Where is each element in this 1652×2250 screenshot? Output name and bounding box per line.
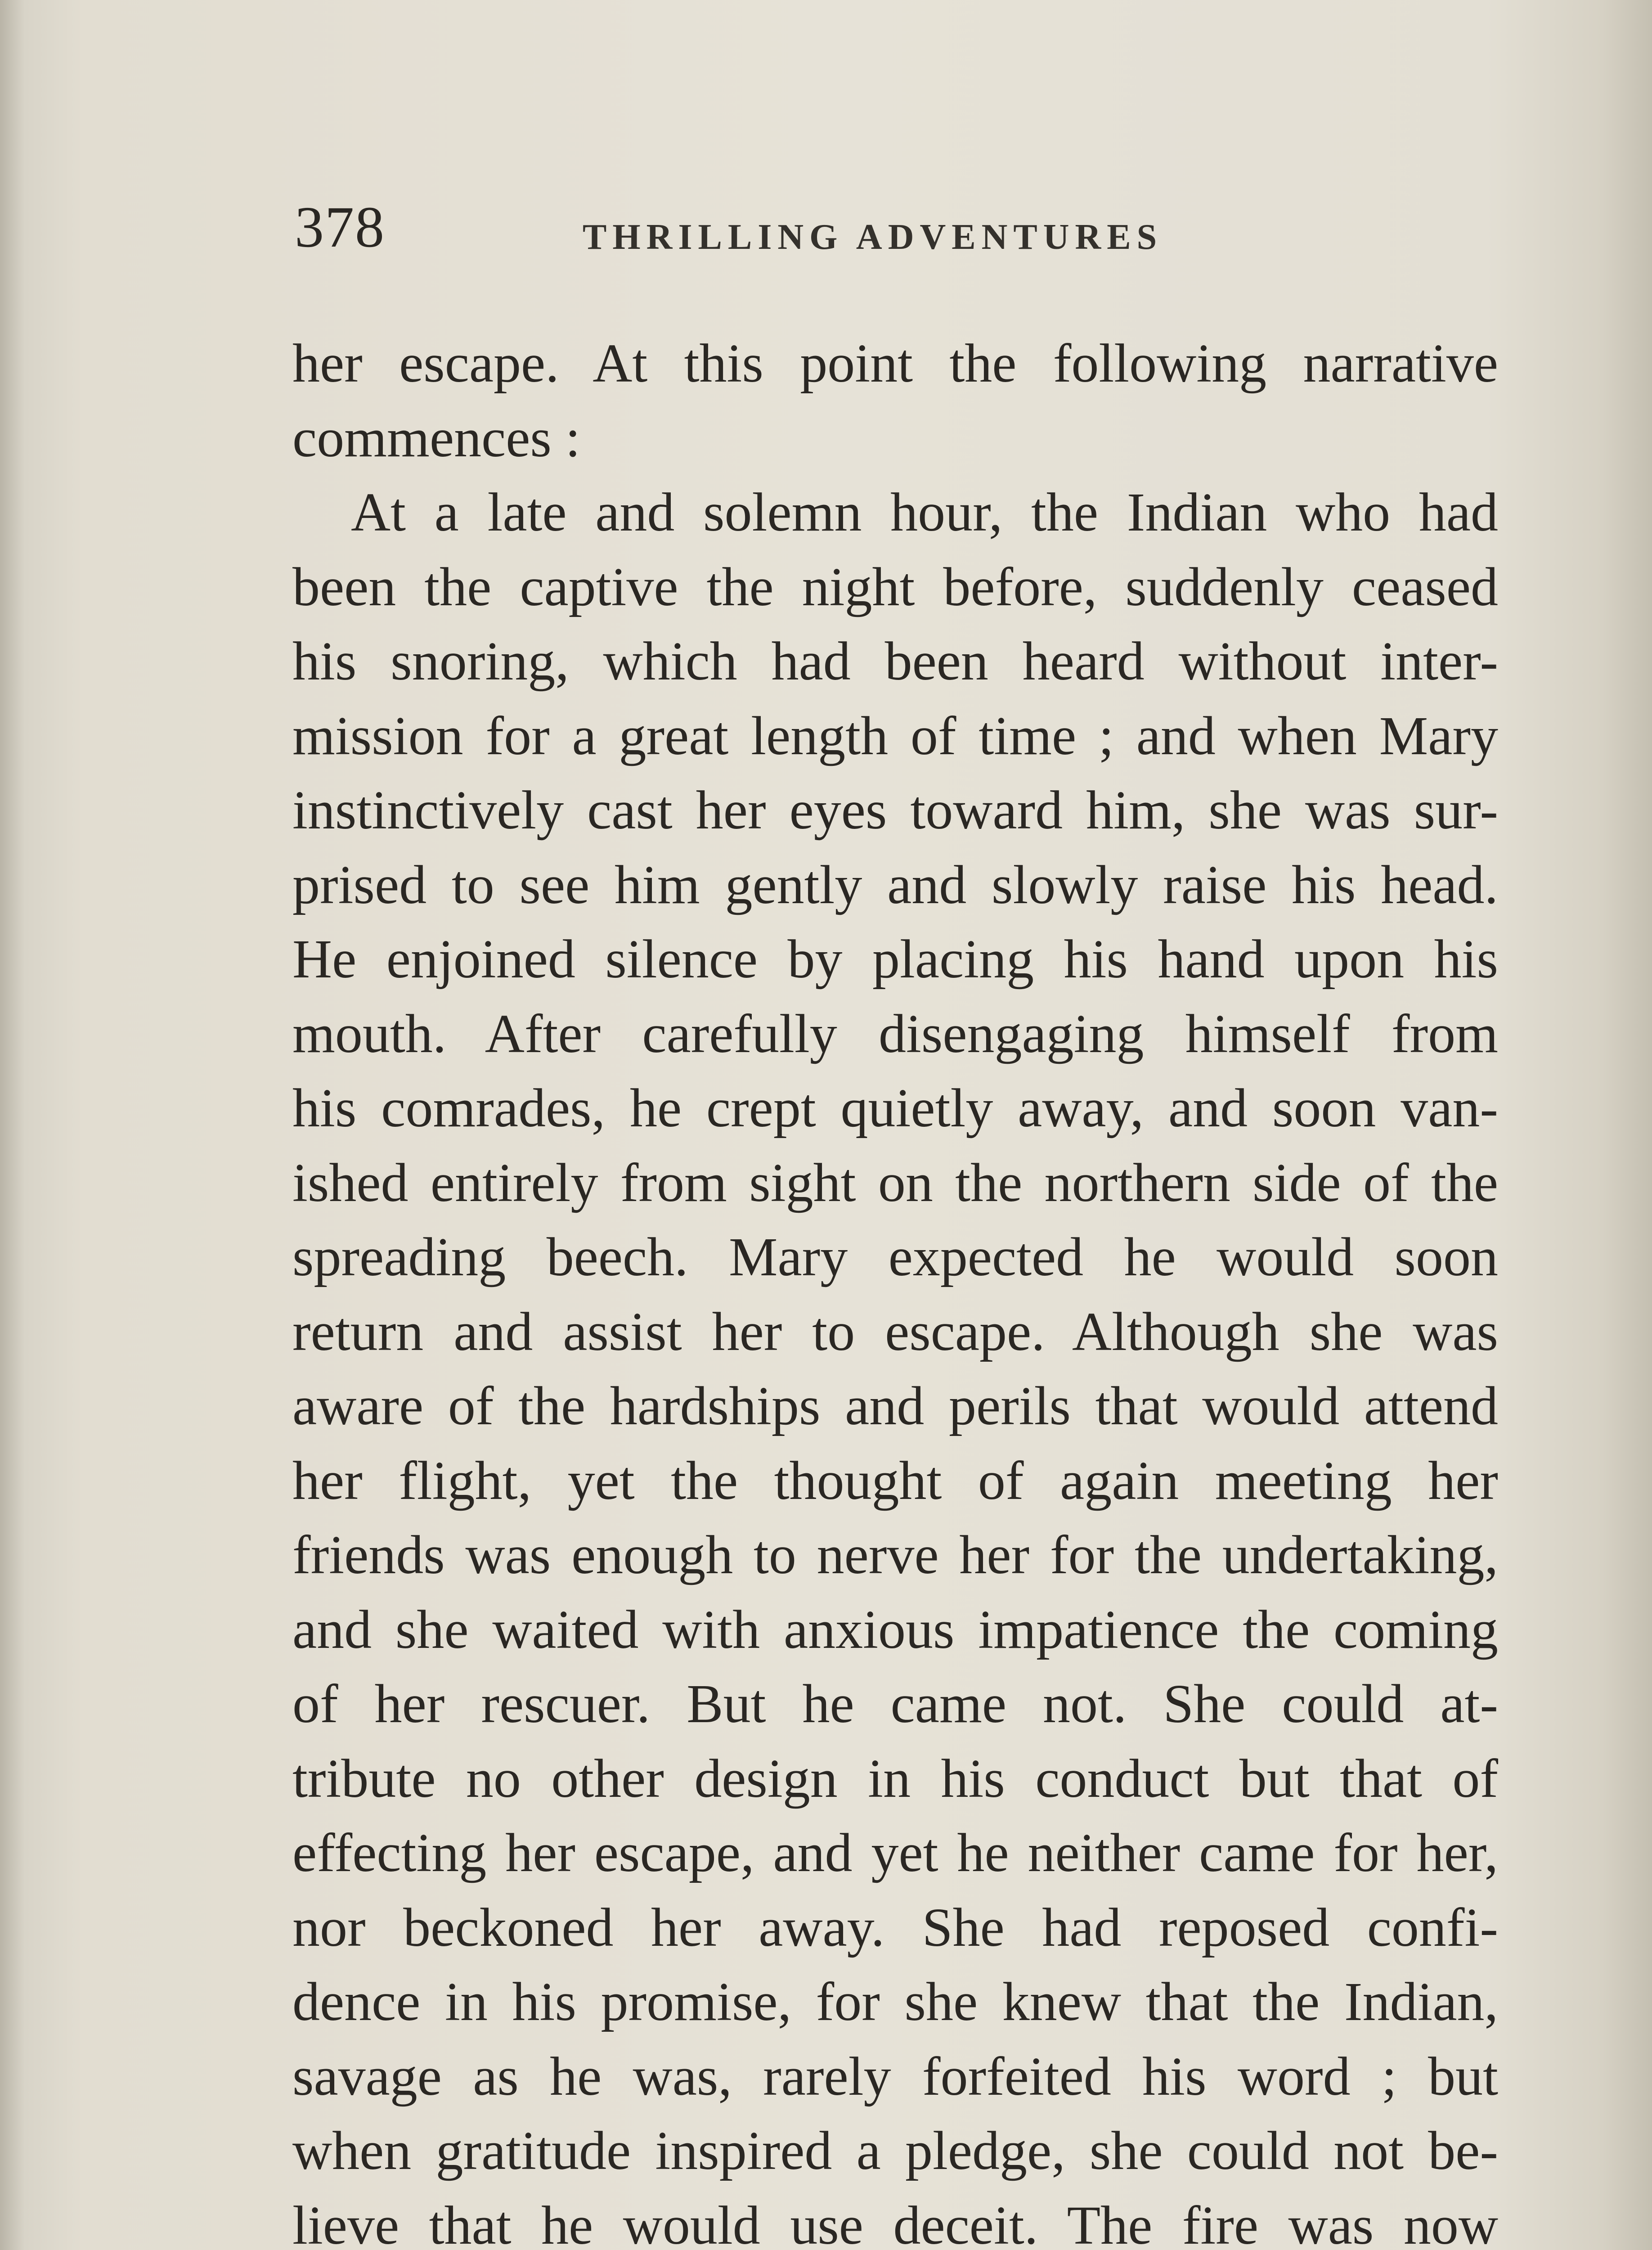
page-header <box>295 189 1496 266</box>
text-line: lieve that he would use deceit. The fire was now <box>292 2195 1498 2250</box>
text-line: friends was enough to nerve her for the undertaking, <box>292 1525 1498 1585</box>
text-line: commences : <box>292 407 581 468</box>
text-line: aware of the hardships and perils that would attend <box>292 1376 1498 1436</box>
text-line: her flight, yet the thought of again meeting her <box>292 1450 1498 1511</box>
text-line: dence in his promise, for she knew that the Indian, <box>292 1971 1498 2032</box>
text-line: prised to see him gently and slowly raise his head. <box>292 854 1498 915</box>
text-line: instinctively cast her eyes toward him, she was sur- <box>292 780 1498 841</box>
paragraph-start-line: At a late and solemn hour, the Indian who had <box>351 482 1498 543</box>
text-line: of her rescuer. But he came not. She could at- <box>292 1674 1498 1734</box>
text-line: He enjoined silence by placing his hand upon his <box>292 929 1498 990</box>
text-line: and she waited with anxious impatience the coming <box>292 1599 1498 1660</box>
text-line: return and assist her to escape. Although she was <box>292 1301 1498 1362</box>
text-line: been the captive the night before, suddenly ceased <box>292 556 1498 617</box>
running-head: THRILLING ADVENTURES <box>583 217 1163 257</box>
text-line: her escape. At this point the following narrative <box>292 333 1498 394</box>
text-line: tribute no other design in his conduct but that of <box>292 1748 1498 1809</box>
text-line: mouth. After carefully disengaging himself from <box>292 1003 1498 1064</box>
text-line: savage as he was, rarely forfeited his word ; but <box>292 2046 1498 2107</box>
text-line: effecting her escape, and yet he neither came for her, <box>292 1822 1498 1883</box>
page-number: 378 <box>295 195 385 260</box>
text-line: nor beckoned her away. She had reposed confi- <box>292 1897 1498 1958</box>
text-line: mission for a great length of time ; and when Mary <box>292 705 1498 766</box>
text-line: when gratitude inspired a pledge, she could not be- <box>292 2120 1498 2181</box>
text-line: ished entirely from sight on the northern side of the <box>292 1152 1498 1213</box>
text-line: spreading beech. Mary expected he would soon <box>292 1227 1498 1287</box>
text-line: his snoring, which had been heard without inter- <box>292 631 1498 692</box>
body-text <box>292 326 1498 2250</box>
text-line: his comrades, he crept quietly away, and soon van- <box>292 1078 1498 1138</box>
